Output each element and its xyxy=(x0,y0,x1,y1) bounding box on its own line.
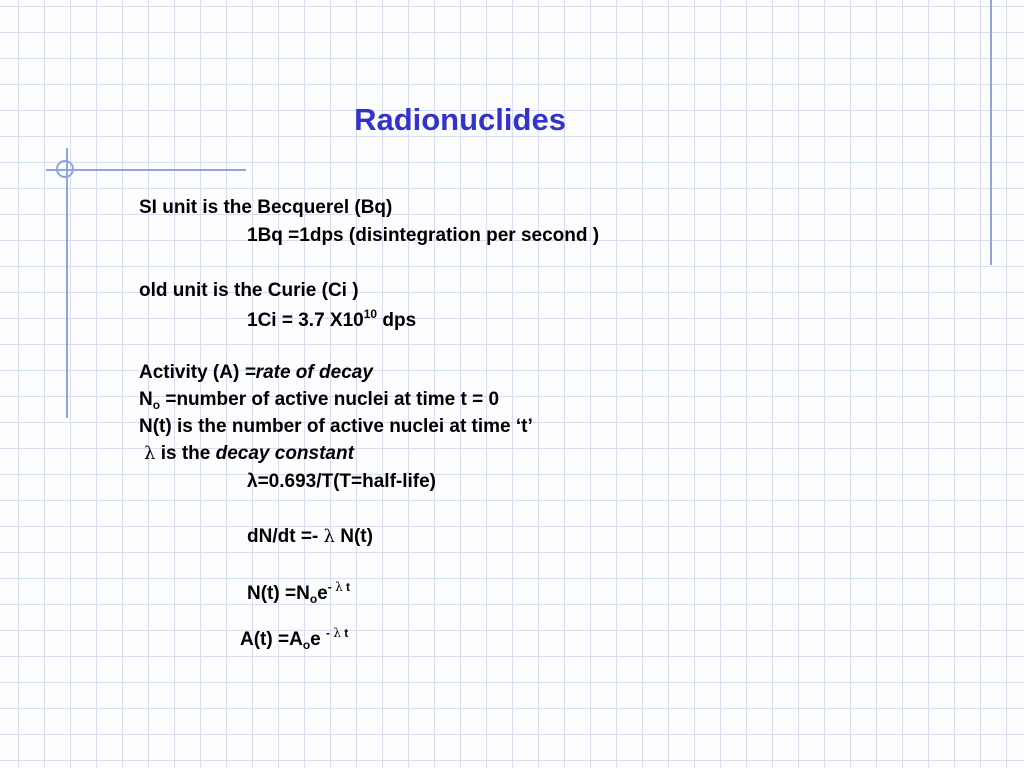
nt-equation-exp-minus: - xyxy=(327,580,336,594)
lambda-symbol: λ xyxy=(144,443,156,464)
nt-equation-exponent xyxy=(328,580,350,594)
ci-definition-base: 1Ci = 3.7 X10 xyxy=(247,310,364,331)
si-unit-line: SI unit is the Becquerel (Bq) xyxy=(139,197,393,218)
ci-definition-exponent: 10 xyxy=(363,307,378,321)
slide-title: Radionuclides xyxy=(354,102,566,137)
at-equation-exponent xyxy=(326,626,348,640)
nt-equation-exp-t: t xyxy=(342,580,351,594)
ci-definition-unit: dps xyxy=(377,310,417,331)
activity-line xyxy=(139,362,373,384)
nt-equation-a: N(t) =N xyxy=(247,583,310,604)
at-equation-a: A(t) =A xyxy=(240,629,303,650)
lambda-line xyxy=(144,443,354,465)
at-equation-e: e xyxy=(310,629,327,650)
nt-equation-subscript: o xyxy=(309,592,318,606)
decorative-vertical-line-left xyxy=(66,148,68,418)
activity-label: Activity (A) xyxy=(139,362,245,383)
nt-equation-exp-lambda: λ xyxy=(335,580,343,594)
bq-definition-line: 1Bq =1dps (disintegration per second ) xyxy=(247,225,600,246)
rate-equation-lambda: λ xyxy=(323,526,335,547)
rate-equation-line xyxy=(247,526,373,548)
rate-equation-b: N(t) xyxy=(334,526,373,547)
n0-line xyxy=(139,389,499,412)
at-equation-exp-t: t xyxy=(340,626,349,640)
lambda-definition: decay constant xyxy=(215,443,354,464)
n0-definition: =number of active nuclei at time t = 0 xyxy=(160,389,500,410)
rate-equation-a: dN/dt =- xyxy=(247,526,324,547)
ci-definition-line xyxy=(247,307,416,332)
at-equation-exp-lambda: λ xyxy=(333,626,341,640)
at-equation-subscript: o xyxy=(302,638,311,652)
lambda-is: is the xyxy=(155,443,216,464)
lambda-formula-line: λ=0.693/T(T=half-life) xyxy=(247,471,437,492)
slide-title-wrap xyxy=(0,102,1024,138)
nt-equation-e: e xyxy=(317,583,328,604)
n0-subscript: o xyxy=(152,398,161,412)
at-equation-line xyxy=(240,626,348,652)
old-unit-line: old unit is the Curie (Ci ) xyxy=(139,280,359,301)
activity-definition: =rate of decay xyxy=(244,362,373,383)
nt-equation-line xyxy=(247,580,350,606)
nt-definition-line: N(t) is the number of active nuclei at time ‘t’ xyxy=(139,416,533,437)
decorative-horizontal-line xyxy=(46,169,246,171)
n0-symbol: N xyxy=(139,389,153,410)
decorative-ring-icon xyxy=(56,160,74,178)
at-equation-exp-minus: - xyxy=(326,626,334,640)
